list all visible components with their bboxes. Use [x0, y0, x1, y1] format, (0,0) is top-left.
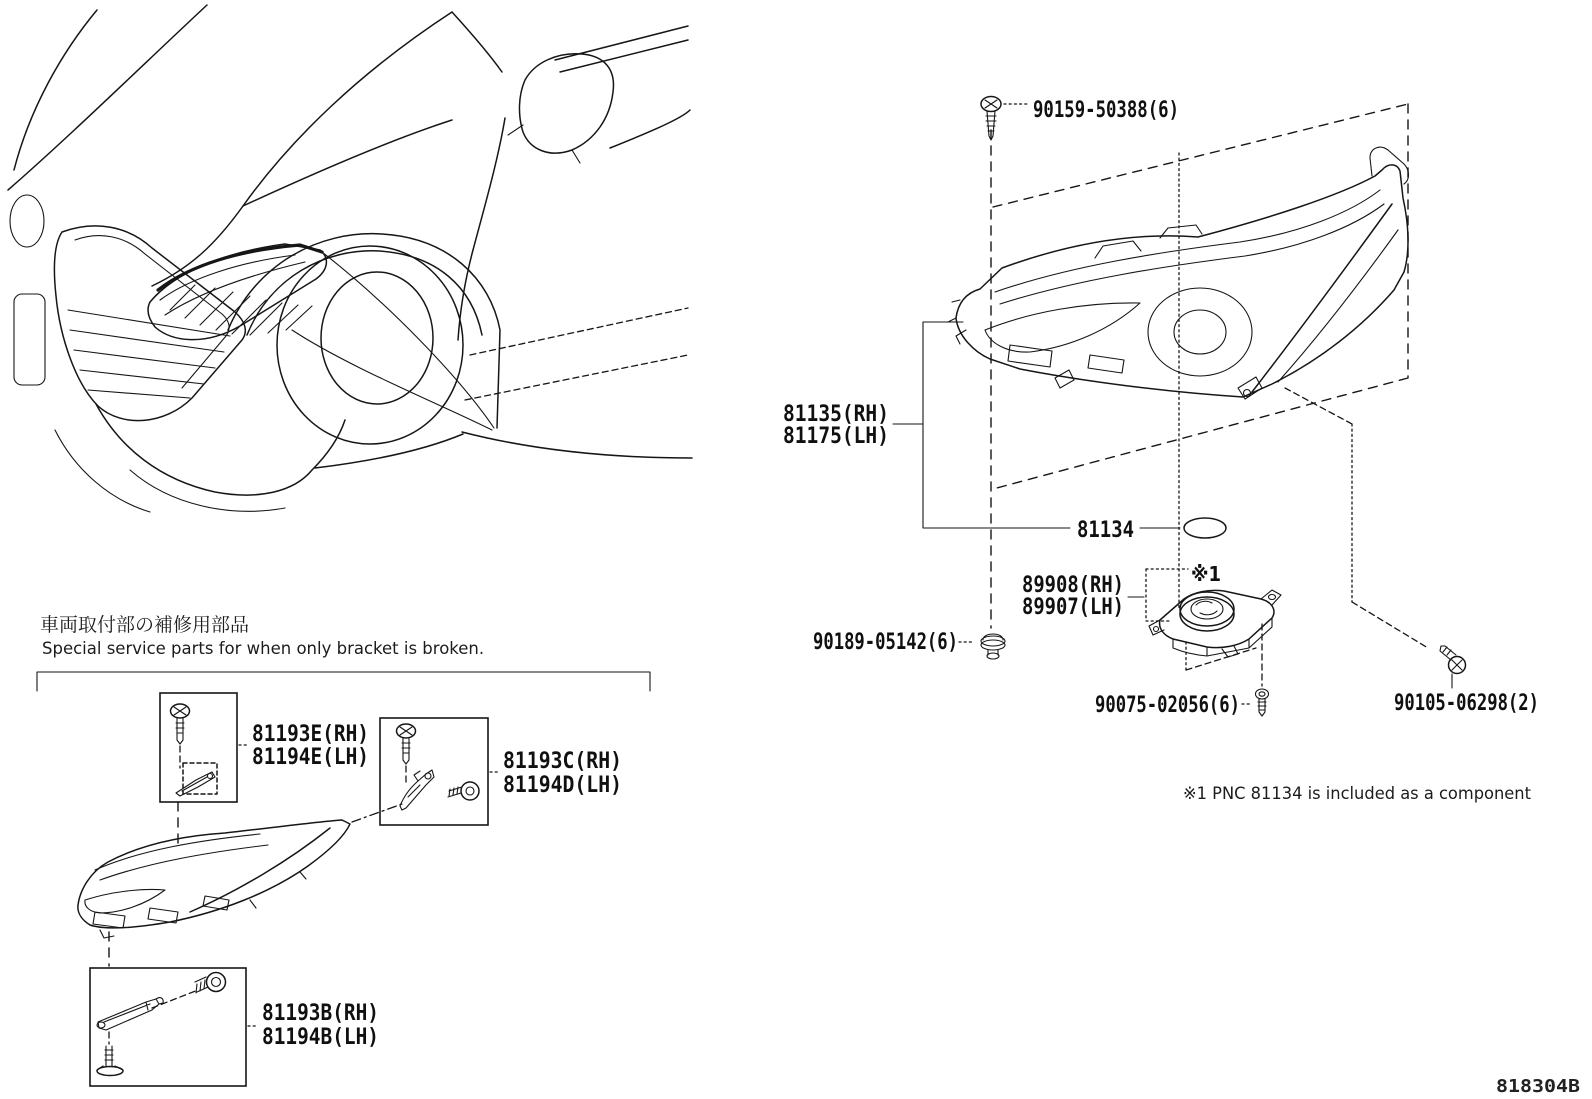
fog-lamp-drawing [14, 294, 45, 385]
bracket-e-box [160, 693, 237, 802]
bracket-b-bolt-icon [195, 973, 226, 994]
section-note-jp: 車両取付部の補修用部品 [40, 614, 250, 636]
ballast-unit-drawing [1149, 590, 1281, 657]
sensor-oval-drawing [10, 195, 44, 247]
pan-screw-icon [1440, 646, 1466, 674]
part-label-81194D[interactable]: 81194D(LH) [503, 773, 622, 798]
grille-drawing [54, 226, 245, 421]
o-ring-oval-icon [1184, 518, 1226, 538]
construction-lines [893, 104, 1452, 704]
side-mirror-drawing [519, 54, 613, 153]
part-label-90075[interactable]: 90075-02056(6) [1095, 693, 1240, 718]
headlamp-bracket-view-drawing [78, 820, 350, 938]
bracket-b-part-drawing [98, 998, 163, 1030]
section-note-en: Special service parts for when only bracket is broken. [42, 639, 485, 658]
small-screw-icon [1256, 689, 1269, 716]
part-label-81194B[interactable]: 81194B(LH) [262, 1025, 379, 1050]
part-label-89908[interactable]: 89908(RH) [1022, 573, 1124, 598]
bracket-b-screw-icon [97, 1046, 123, 1076]
drawing-code: 818304B [1496, 1076, 1581, 1097]
part-label-81193E[interactable]: 81193E(RH) [252, 722, 369, 747]
bracket-e-part-drawing [176, 772, 215, 796]
vehicle-front-drawing [8, 5, 692, 512]
part-label-81175[interactable]: 81175(LH) [783, 424, 889, 449]
part-label-81134[interactable]: 81134 [1077, 518, 1134, 543]
headlamp-assembly-drawing [948, 147, 1409, 399]
bracket-c-bolt-icon [448, 782, 479, 800]
bracket-c-box [380, 718, 488, 825]
ref-marker-1: ※1 [1191, 562, 1221, 586]
part-label-81194E[interactable]: 81194E(LH) [252, 745, 369, 770]
part-label-90189[interactable]: 90189-05142(6) [813, 630, 958, 655]
push-clip-icon [981, 634, 1005, 659]
part-label-90159[interactable]: 90159-50388(6) [1033, 98, 1179, 123]
part-label-81193B[interactable]: 81193B(RH) [262, 1001, 379, 1026]
component-footnote: ※1 PNC 81134 is included as a component [1183, 784, 1532, 803]
part-label-81193C[interactable]: 81193C(RH) [503, 749, 622, 774]
part-label-81135[interactable]: 81135(RH) [783, 402, 889, 427]
bracket-c-part-drawing [400, 770, 434, 810]
bracket-e-screw-icon [171, 704, 190, 744]
part-label-90105[interactable]: 90105-06298(2) [1394, 691, 1539, 716]
part-label-89907[interactable]: 89907(LH) [1022, 595, 1124, 620]
bracket-c-screw-icon [397, 724, 416, 764]
front-wheel-drawing [277, 246, 463, 444]
